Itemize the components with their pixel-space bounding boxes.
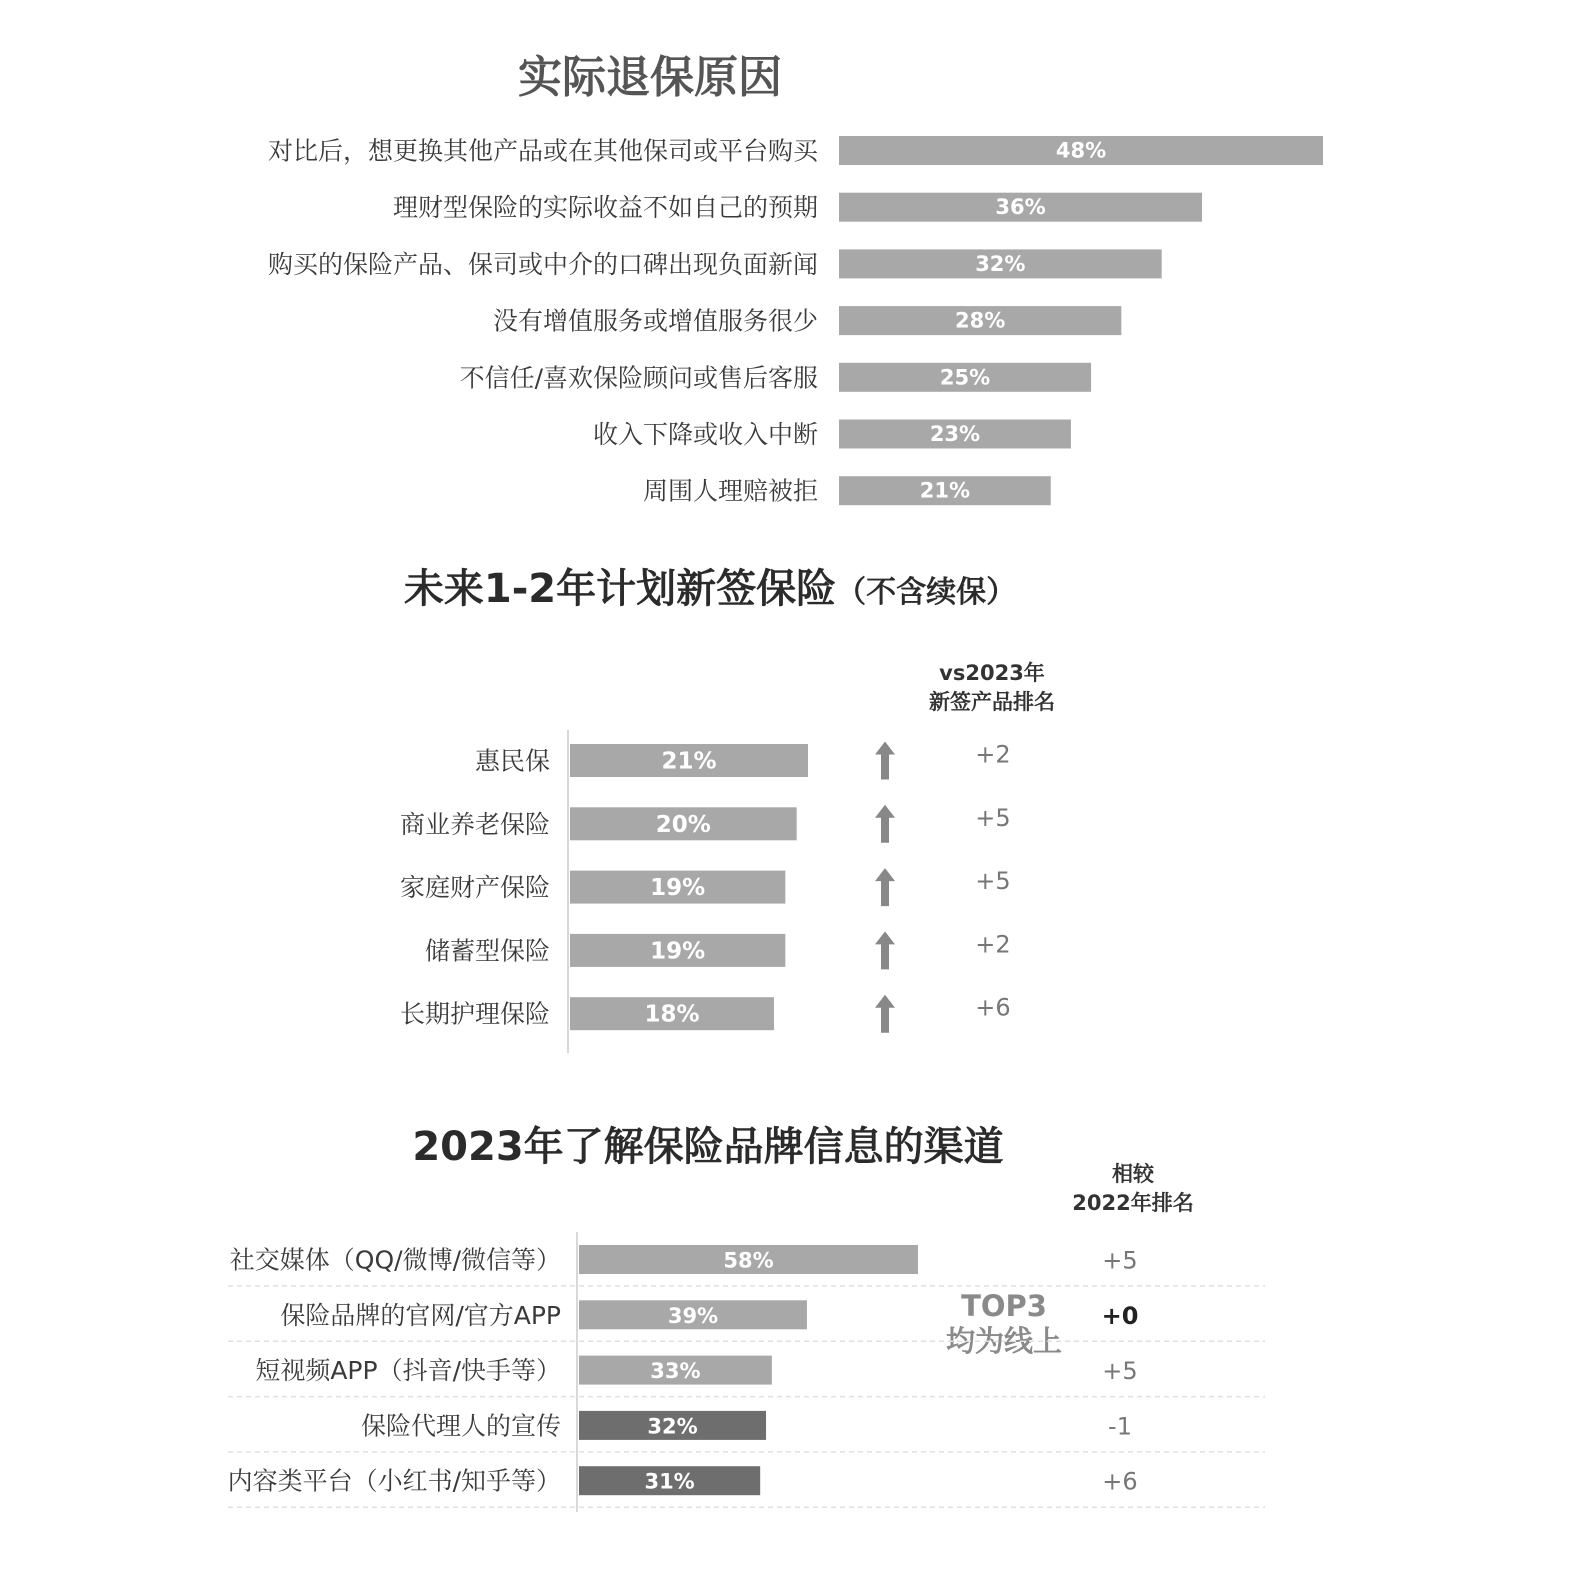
- chart3-rank-change: +5: [1102, 1357, 1138, 1386]
- chart2-rank-header-line2: 新签产品排名: [929, 690, 1055, 714]
- chart3-category-label: 短视频APP（抖音/快手等）: [255, 1356, 561, 1386]
- chart2-bar-value-label: 21%: [661, 748, 717, 775]
- chart3-category-label: 内容类平台（小红书/知乎等）: [227, 1466, 561, 1496]
- chart1-bar-value-label: 36%: [995, 195, 1046, 220]
- chart1-bar-value-label: 28%: [955, 308, 1006, 333]
- chart1-category-label: 没有增值服务或增值服务很少: [492, 306, 818, 336]
- chart3-note-line2: 均为线上: [945, 1324, 1063, 1358]
- chart3-title: 2023年了解保险品牌信息的渠道: [412, 1124, 1004, 1170]
- chart1-bar-value-label: 23%: [929, 422, 981, 446]
- chart-plan-new-insurance: [400, 566, 1055, 1053]
- chart1-bar-value-label: 21%: [919, 478, 971, 503]
- chart2-category-label: 储蓄型保险: [424, 936, 550, 966]
- chart2-rank-change: +6: [975, 993, 1011, 1022]
- chart2-category-label: 长期护理保险: [399, 999, 550, 1029]
- chart1-category-label: 不信任/喜欢保险顾问或售后客服: [459, 363, 818, 393]
- chart2-title: 未来1-2年计划新签保险: [403, 566, 837, 612]
- chart1-bar-value-label: 25%: [939, 365, 991, 390]
- chart3-rank-change: +6: [1102, 1467, 1138, 1496]
- chart3-bar-value-label: 39%: [667, 1303, 719, 1328]
- chart3-rank-header-line2: 2022年排名: [1072, 1191, 1194, 1215]
- chart1-rows: [268, 136, 1323, 506]
- chart2-rank-header-line1: vs2023年: [939, 661, 1045, 685]
- chart3-category-label: 保险品牌的官网/官方APP: [280, 1300, 561, 1330]
- chart3-bar-value-label: 58%: [723, 1248, 774, 1273]
- chart2-title-suffix: （不含续保）: [836, 575, 1017, 610]
- chart2-bar-value-label: 19%: [650, 938, 706, 965]
- chart-brand-info-channels: [228, 1124, 1265, 1512]
- up-arrow-icon: [875, 742, 895, 780]
- chart1-category-label: 周围人理赔被拒: [642, 476, 818, 506]
- chart2-bar-value-label: 18%: [644, 1001, 700, 1028]
- up-arrow-icon: [875, 868, 895, 906]
- chart2-rank-change: +2: [975, 930, 1011, 959]
- chart2-rank-change: +2: [975, 740, 1011, 769]
- chart3-category-label: 保险代理人的宣传: [360, 1411, 561, 1441]
- chart1-bar-value-label: 32%: [975, 251, 1026, 276]
- chart3-bar-value-label: 31%: [644, 1469, 695, 1494]
- chart2-rank-change: +5: [975, 867, 1011, 896]
- up-arrow-icon: [875, 805, 895, 843]
- chart3-category-label: 社交媒体（QQ/微博/微信等）: [229, 1245, 561, 1275]
- chart2-rank-change: +5: [975, 803, 1011, 832]
- chart2-category-label: 家庭财产保险: [399, 873, 550, 903]
- chart2-rows: [400, 741, 1011, 1033]
- chart3-rows: [228, 1245, 1265, 1507]
- chart2-bar-value-label: 19%: [650, 875, 706, 902]
- chart3-rank-change: -1: [1108, 1412, 1132, 1441]
- chart1-category-label: 对比后，想更换其他产品或在其他保司或平台购买: [267, 136, 818, 166]
- chart1-category-label: 收入下降或收入中断: [592, 420, 818, 449]
- chart1-title: 实际退保原因: [518, 52, 782, 103]
- up-arrow-icon: [875, 995, 895, 1033]
- chart3-bar-value-label: 33%: [650, 1359, 701, 1384]
- chart3-rank-change: +0: [1101, 1301, 1139, 1330]
- chart1-bar-value-label: 48%: [1055, 138, 1107, 163]
- chart3-bar-value-label: 32%: [647, 1414, 698, 1439]
- chart2-title-group: [404, 566, 1016, 612]
- chart2-category-label: 商业养老保险: [399, 809, 550, 839]
- chart1-category-label: 理财型保险的实际收益不如自己的预期: [392, 193, 818, 223]
- chart3-rank-header-line1: 相较: [1112, 1162, 1154, 1186]
- chart3-rank-change: +5: [1102, 1246, 1138, 1275]
- chart-surrender-reasons: [268, 52, 1323, 506]
- chart2-bar-value-label: 20%: [655, 811, 711, 838]
- chart1-category-label: 购买的保险产品、保司或中介的口碑出现负面新闻: [267, 249, 818, 279]
- chart3-note-line1: TOP3: [961, 1289, 1047, 1323]
- chart2-category-label: 惠民保: [474, 746, 550, 776]
- up-arrow-icon: [875, 931, 895, 969]
